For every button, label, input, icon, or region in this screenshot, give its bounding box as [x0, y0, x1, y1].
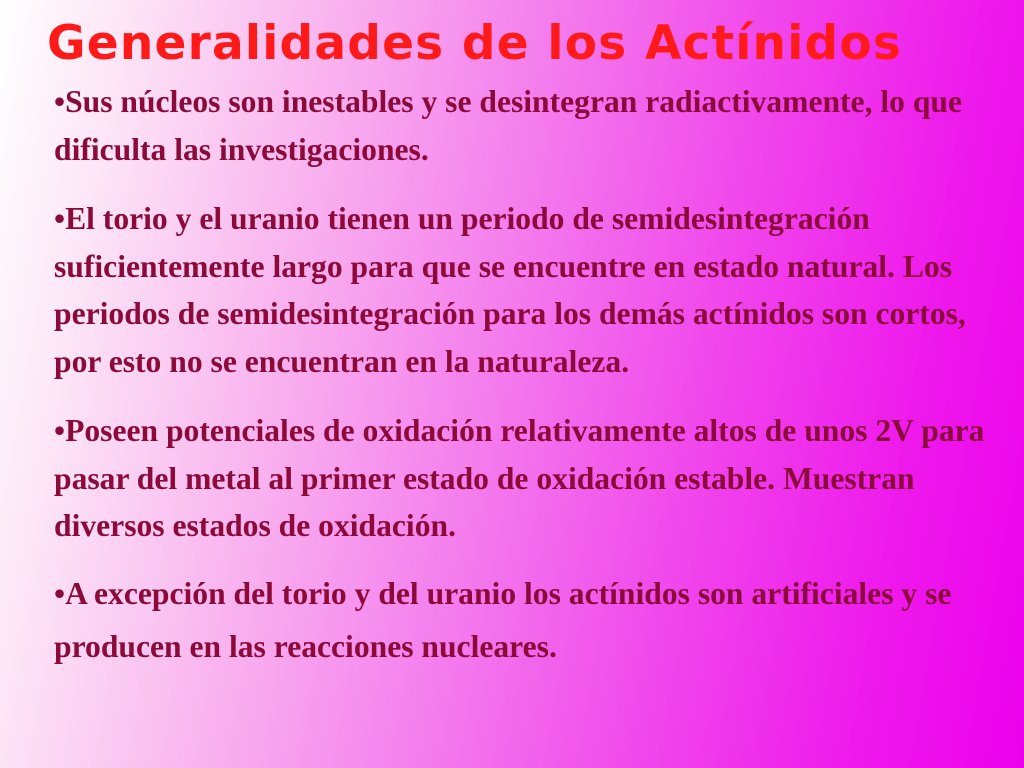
- bullet-text: A excepción del torio y del uranio los actínidos son artificiales y se producen en las reacciones nucleares.: [54, 575, 952, 664]
- bullet-list: [54, 78, 1010, 695]
- bullet-item: [54, 78, 1010, 173]
- bullet-icon: •: [54, 84, 66, 119]
- bullet-icon: •: [54, 575, 66, 611]
- bullet-text: Poseen potenciales de oxidación relativamente altos de unos 2V para pasar del metal al primer estado de oxidación estable. Muestran diversos estados de oxidación.: [54, 413, 985, 543]
- slide-title: Generalidades de los Actínidos: [47, 16, 903, 71]
- bullet-item: [54, 567, 1010, 673]
- bullet-item: [54, 195, 1010, 385]
- bullet-icon: •: [54, 413, 66, 448]
- bullet-icon: •: [54, 201, 66, 236]
- bullet-text: El torio y el uranio tienen un periodo de semidesintegración suficientemente largo para que se encuentre en estado natural. Los periodos de semidesintegración para los demás actínidos son cortos, por esto no se encuentran en la naturaleza.: [54, 201, 966, 379]
- bullet-text: Sus núcleos son inestables y se desintegran radiactivamente, lo que dificulta las investigaciones.: [54, 84, 963, 167]
- bullet-item: [54, 407, 1010, 550]
